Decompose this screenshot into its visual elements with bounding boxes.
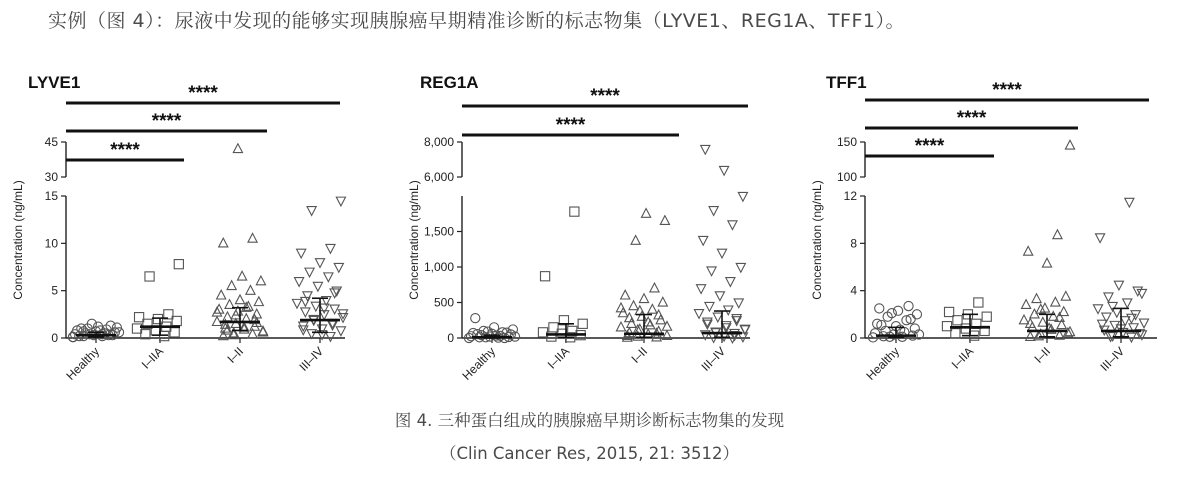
x-tick-label: Healthy (459, 344, 499, 383)
data-point (1042, 258, 1051, 267)
data-point (1098, 320, 1107, 329)
data-point (1123, 299, 1132, 308)
significance-label: **** (914, 136, 945, 157)
x-tick-label: Healthy (863, 344, 903, 383)
data-point (313, 282, 322, 291)
x-tick-label: I–IIA (948, 344, 977, 372)
y-tick-label: 0 (51, 331, 58, 345)
data-point (1061, 291, 1070, 300)
x-tick-label: I–II (1031, 344, 1054, 366)
data-point (637, 312, 646, 321)
data-point (713, 313, 722, 322)
data-point (235, 295, 244, 304)
data-point (311, 302, 320, 311)
data-point (639, 294, 648, 303)
data-point (326, 333, 335, 342)
data-point (254, 297, 263, 306)
significance-label: **** (956, 108, 987, 129)
data-point (709, 207, 718, 216)
data-point (326, 244, 335, 253)
y-tick-label: 0 (850, 331, 857, 345)
data-point (334, 263, 343, 272)
data-point (1095, 234, 1104, 243)
data-point (1019, 315, 1028, 324)
chart-reg1a (407, 73, 750, 383)
y-tick-label: 0 (447, 331, 454, 345)
figure-caption: 图 4. 三种蛋白组成的胰腺癌早期诊断标志物集的发现 (394, 411, 785, 430)
data-point (616, 322, 625, 331)
data-point (174, 260, 183, 269)
data-point (904, 301, 913, 310)
data-point (292, 299, 301, 308)
y-tick-label: 6,000 (423, 170, 454, 184)
y-tick-label: 4 (850, 283, 857, 298)
data-point (699, 236, 708, 245)
chart-tff1 (810, 73, 1157, 383)
data-point (629, 301, 638, 310)
data-point (1051, 297, 1060, 306)
y-tick-label: 100 (836, 170, 857, 184)
y-tick-label: 500 (433, 295, 454, 310)
data-point (631, 236, 640, 245)
data-point (621, 290, 630, 299)
significance-label: **** (188, 83, 218, 104)
data-point (660, 216, 669, 225)
significance-label: **** (151, 111, 182, 132)
data-point (1093, 305, 1102, 314)
chart-title: TFF1 (826, 73, 867, 92)
y-axis-label: Concentration (ng/mL) (407, 180, 421, 300)
data-point (1139, 319, 1148, 328)
data-point (662, 321, 671, 330)
data-point (1053, 230, 1062, 239)
y-tick-label: 12 (843, 189, 857, 203)
data-point (717, 249, 726, 258)
y-tick-label: 15 (44, 189, 58, 203)
data-point (305, 268, 314, 277)
significance-label: **** (590, 86, 620, 107)
data-point (1104, 293, 1113, 302)
data-point (336, 327, 345, 336)
data-point (705, 302, 714, 311)
data-point (471, 314, 480, 323)
data-point (912, 310, 921, 319)
data-point (738, 192, 747, 201)
data-point (982, 312, 991, 321)
data-point (694, 310, 703, 319)
data-point (570, 207, 579, 216)
data-point (1024, 246, 1033, 255)
data-point (875, 304, 884, 313)
data-point (728, 221, 737, 230)
x-tick-label: III–IV (296, 344, 327, 374)
x-tick-label: I–II (224, 344, 247, 366)
data-point (701, 145, 710, 154)
data-point (974, 298, 983, 307)
data-point (656, 315, 665, 324)
data-point (1040, 303, 1049, 312)
x-tick-label: III–IV (1097, 344, 1128, 374)
data-point (227, 281, 236, 290)
data-point (246, 285, 255, 294)
data-point (307, 207, 316, 216)
x-tick-label: I–IIA (138, 344, 167, 372)
data-point (641, 209, 650, 218)
significance-label: **** (555, 115, 586, 136)
data-point (307, 330, 316, 339)
significance-label: **** (992, 80, 1022, 101)
data-point (1021, 300, 1030, 309)
data-point (696, 285, 705, 294)
data-point (719, 166, 728, 175)
data-point (736, 263, 745, 272)
data-point (658, 297, 667, 306)
data-point (324, 273, 333, 282)
data-point (320, 304, 329, 313)
page-heading: 实例（图 4）：尿液中发现的能够实现胰腺癌早期精准诊断的标志物集（LYVE1、REG1A、TFF1）。 (48, 10, 905, 32)
data-point (650, 283, 659, 292)
data-point (1114, 281, 1123, 290)
data-point (237, 271, 246, 280)
data-point (336, 197, 345, 206)
data-point (578, 319, 587, 328)
y-tick-label: 1,000 (423, 260, 454, 274)
y-tick-label: 1,500 (423, 224, 454, 239)
data-point (294, 278, 303, 287)
y-axis-label: Concentration (ng/mL) (11, 180, 25, 300)
y-tick-label: 8,000 (423, 135, 454, 149)
x-tick-label: III–IV (698, 344, 729, 374)
significance-label: **** (110, 140, 140, 161)
data-point (707, 267, 716, 276)
data-point (219, 238, 228, 247)
chart-lyve1 (11, 73, 348, 383)
data-point (256, 276, 265, 285)
data-point (726, 278, 735, 287)
y-axis-label: Concentration (ng/mL) (810, 180, 824, 300)
data-point (1065, 140, 1074, 149)
x-tick-label: Healthy (63, 344, 103, 383)
data-point (233, 144, 242, 153)
y-tick-label: 45 (44, 135, 58, 149)
data-point (1032, 294, 1041, 303)
y-tick-label: 30 (44, 170, 58, 184)
data-point (540, 272, 549, 281)
y-tick-label: 10 (44, 236, 58, 251)
data-point (315, 259, 324, 268)
data-point (297, 249, 306, 258)
data-point (1038, 317, 1047, 326)
data-point (648, 304, 657, 313)
data-point (734, 299, 743, 308)
data-point (715, 292, 724, 301)
data-point (68, 332, 77, 341)
data-point (618, 308, 627, 317)
data-point (248, 233, 257, 242)
y-tick-label: 8 (850, 236, 857, 251)
data-point (893, 306, 902, 315)
data-point (303, 292, 312, 301)
data-point (1125, 198, 1134, 207)
x-tick-label: I–II (628, 344, 651, 366)
data-point (145, 272, 154, 281)
chart-title: REG1A (420, 73, 479, 92)
data-point (217, 290, 226, 299)
y-tick-label: 5 (51, 283, 58, 298)
data-point (627, 319, 636, 328)
x-tick-label: I–IIA (544, 344, 573, 372)
data-point (1133, 287, 1142, 296)
chart-title: LYVE1 (28, 73, 81, 92)
y-tick-label: 150 (836, 135, 857, 149)
figure-citation: （Clin Cancer Res, 2015, 21: 3512） (440, 444, 739, 463)
data-point (1026, 332, 1035, 341)
